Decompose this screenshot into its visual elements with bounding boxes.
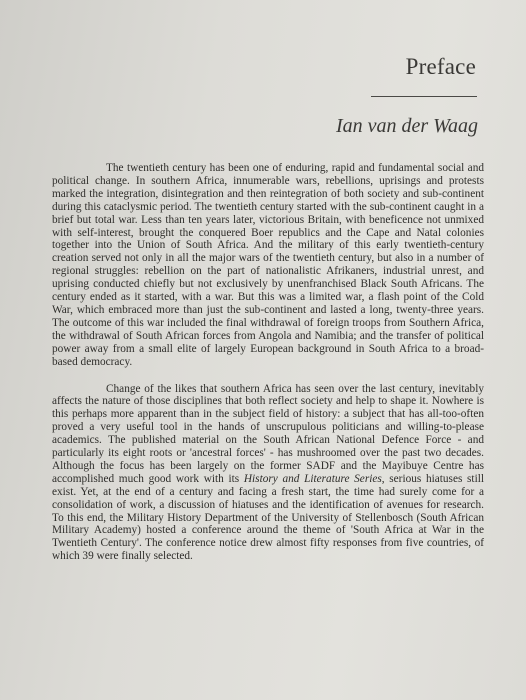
paragraph-2-part-a: Change of the likes that southern Africa has seen over the last century, inevitably affects the nature of those disciplines that both reflect society and help to shape it. Nowhere is this perhaps more apparent than in the subject field of history: a subject that has all-too-often proved a very useful tool in the hands of unscrupulous politicians and willing-to-please academics. The published material on the South African National Defence Force - and particularly its eight roots or 'ancestral forces' - has mushroomed over the past two decades. Although the focus has been largely on the former SADF and the Mayibuye Centre has accomplished much good work with its: [52, 382, 484, 485]
page-title: Preface: [405, 54, 476, 79]
preface-body: [52, 162, 484, 575]
paragraph-2: [52, 383, 484, 564]
paragraph-2-part-b: , serious hiatuses still exist. Yet, at the end of a century and facing a fresh start, the time had surely come for a consolidation of work, a discussion of hiatuses and the identification of avenues for research. To this end, the Military History Department of the University of Stellenbosch (South African Military Academy) hosted a conference around the theme of 'South Africa at War in the Twentieth Century'. The conference notice drew almost fifty responses from five countries, of which 39 were finally selected.: [52, 472, 484, 563]
series-title: History and Literature Series: [243, 472, 382, 485]
author-name: Ian van der Waag: [335, 115, 478, 137]
paragraph-1: The twentieth century has been one of enduring, rapid and fundamental social and political change. In southern Africa, innumerable wars, rebellions, uprisings and protests marked the integration, disintegration and then reintegration of both society and sub-continent during this cataclysmic period. The twentieth century started with the sub-continent caught in a brief but total war. Less than ten years later, victorious Britain, with beneficence not unmixed with self-interest, brought the conquered Boer republics and the Cape and Natal colonies together into the Union of South Africa. And the military of this early twentieth-century creation served not only in all the major wars of the twentieth century, but also in a number of regional struggles: rebellion on the part of nationalistic Afrikaners, industrial unrest, and uprising conducted chiefly but not exclusively by unenfranchised Black South Africans. The century ended as it started, with a war. But this was a limited war, a flash point of the Cold War, which embraced more than just the sub-continent and lasted a long, twenty-three years. The outcome of this war included the final withdrawal of foreign troops from Southern Africa, the withdrawal of South African forces from Angola and Namibia; and the transfer of political power away from a small elite of largely European background in South Africa to a broad-based democracy.: [52, 162, 484, 368]
title-rule: [371, 96, 477, 97]
